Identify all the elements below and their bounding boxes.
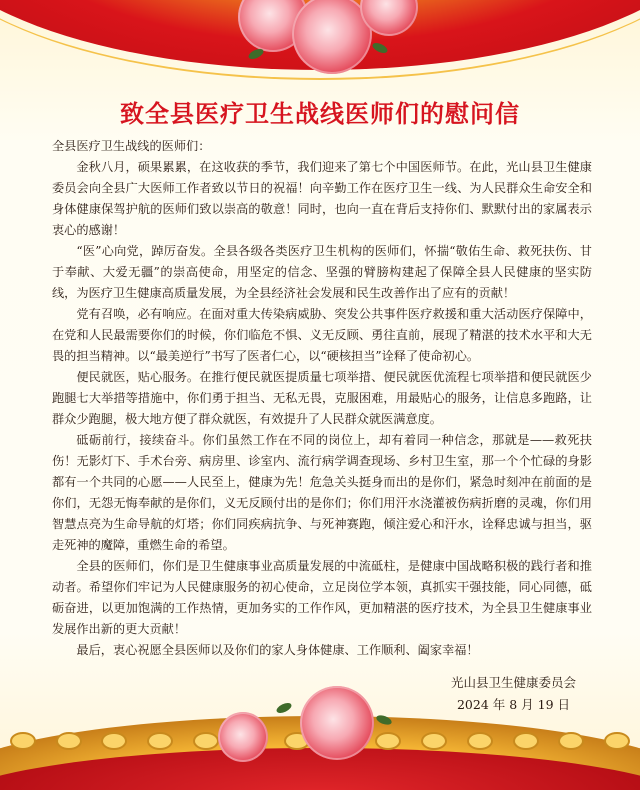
signature-org: 光山县卫生健康委员会: [450, 675, 576, 690]
paragraph: 砥砺前行，接续奋斗。你们虽然工作在不同的岗位上，却有着同一种信念，那就是——救死扶伤！无影灯下、手术台旁、病房里、诊室内、流行病学调查现场、乡村卫生室，那一个个忙碌的身影都有一个共同的心愿——人民至上，健康为先！危急关头挺身而出的是你们，紧急时刻冲在前面的是你们，无怨无悔奉献的是你们，义无反顾付出的是你们；你们用汗水浇灌被伤病折磨的灵魂，你们用智慧点亮为生命导航的灯塔；你们同疾病抗争、与死神赛跑，倾注爱心和汗水，诠释忠诚与担当，驱走死神的魔障，重燃生命的希望。: [52, 433, 592, 552]
bottom-peony-large: [300, 686, 374, 760]
paragraph: 党有召唤，必有响应。在面对重大传染病威胁、突发公共事件医疗救援和重大活动医疗保障中，在党和人民最需要你们的时候，你们临危不惧、义无反顾、勇往直前，展现了精湛的技术水平和大无畏的担当精神。以“最美逆行”书写了医者仁心，以“硬核担当”诠释了使命初心。: [52, 307, 592, 363]
paragraph: 最后，衷心祝愿全县医师以及你们的家人身体健康、工作顺利、阖家幸福！: [76, 643, 479, 657]
bottom-peony-small: [218, 712, 268, 762]
signature-block: [451, 672, 576, 716]
bottom-leaf: [275, 701, 293, 715]
paragraph: “医”心向党，踔厉奋发。全县各级各类医疗卫生机构的医师们，怀揣“敬佑生命、救死扶伤、甘于奉献、大爱无疆”的崇高使命，用坚定的信念、坚强的臂膀构建起了保障全县人民健康的坚实防线，为医疗卫生健康高质量发展，为全县经济社会发展和民生改善作出了应有的贡献！: [52, 244, 592, 300]
signature-date: 2024 年 8 月 19 日: [456, 697, 571, 712]
paragraph: 便民就医，贴心服务。在推行便民就医提质量七项举措、便民就医优流程七项举措和便民就医少跑腿七大举措等措施中，你们勇于担当、无私无畏，克服困难，用最贴心的服务，让信息多跑路，让群众少跑腿，极大地方便了群众就医，有效提升了人民群众就医满意度。: [52, 370, 592, 426]
salutation: 全县医疗卫生战线的医师们：: [52, 139, 211, 153]
paragraph: 金秋八月，硕果累累，在这收获的季节，我们迎来了第七个中国医师节。在此，光山县卫生健康委员会向全县广大医师工作者致以节日的祝福！向辛勤工作在医疗卫生一线、为人民群众生命安全和身体健康保驾护航的医师们致以崇高的敬意！同时，也向一直在背后支持你们、默默付出的家属表示衷心的感谢！: [52, 160, 592, 237]
letter-body: [52, 136, 592, 661]
paragraph: 全县的医师们，你们是卫生健康事业高质量发展的中流砥柱，是健康中国战略积极的践行者和推动者。希望你们牢记为人民健康服务的初心使命，立足岗位学本领，真抓实干强技能，同心同德，砥砺奋进，以更加饱满的工作热情，更加务实的工作作风，更加精湛的医疗技术，为全县卫生健康事业发展作出新的更大贡献！: [52, 559, 592, 636]
letter-title: 致全县医疗卫生战线医师们的慰问信: [120, 100, 520, 128]
